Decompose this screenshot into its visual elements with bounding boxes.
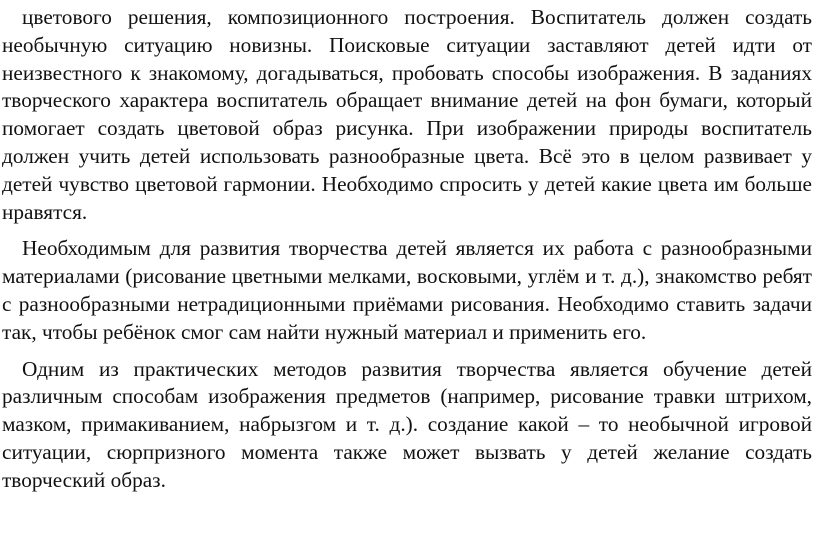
paragraph-2: Необходимым для развития творчества детей является их работа с разнообразными материалами (рисование цветными мелками, восковыми, углём и т. д.), знакомство ребят с разнообразными нетрадиционными приёмами рисования. Необходимо ставить задачи так, чтобы ребёнок смог сам найти нужный материал и применить его.	[2, 236, 812, 344]
paragraph-3: Одним из практических методов развития творчества является обучение детей различным способам изображения предметов (например, рисование травки штрихом, мазком, примакиванием, набрызгом и т. д.). создание какой – то необычной игровой ситуации, сюрпризного момента также может вызвать у детей желание создать творческий образ.	[2, 356, 812, 492]
paragraph-1: цветового решения, композиционного построения. Воспитатель должен создать необычную ситуацию новизны. Поисковые ситуации заставляют детей идти от неизвестного к знакомому, догадываться, пробовать способы изображения. В заданиях творческого характера воспитатель обращает внимание детей на фон бумаги, который помогает создать цветовой образ рисунка. При изображении природы воспитатель должен учить детей использовать разнообразные цвета. Всё это в целом развивает у детей чувство цветовой гармонии. Необходимо спросить у детей какие цвета им больше нравятся.	[2, 5, 812, 224]
